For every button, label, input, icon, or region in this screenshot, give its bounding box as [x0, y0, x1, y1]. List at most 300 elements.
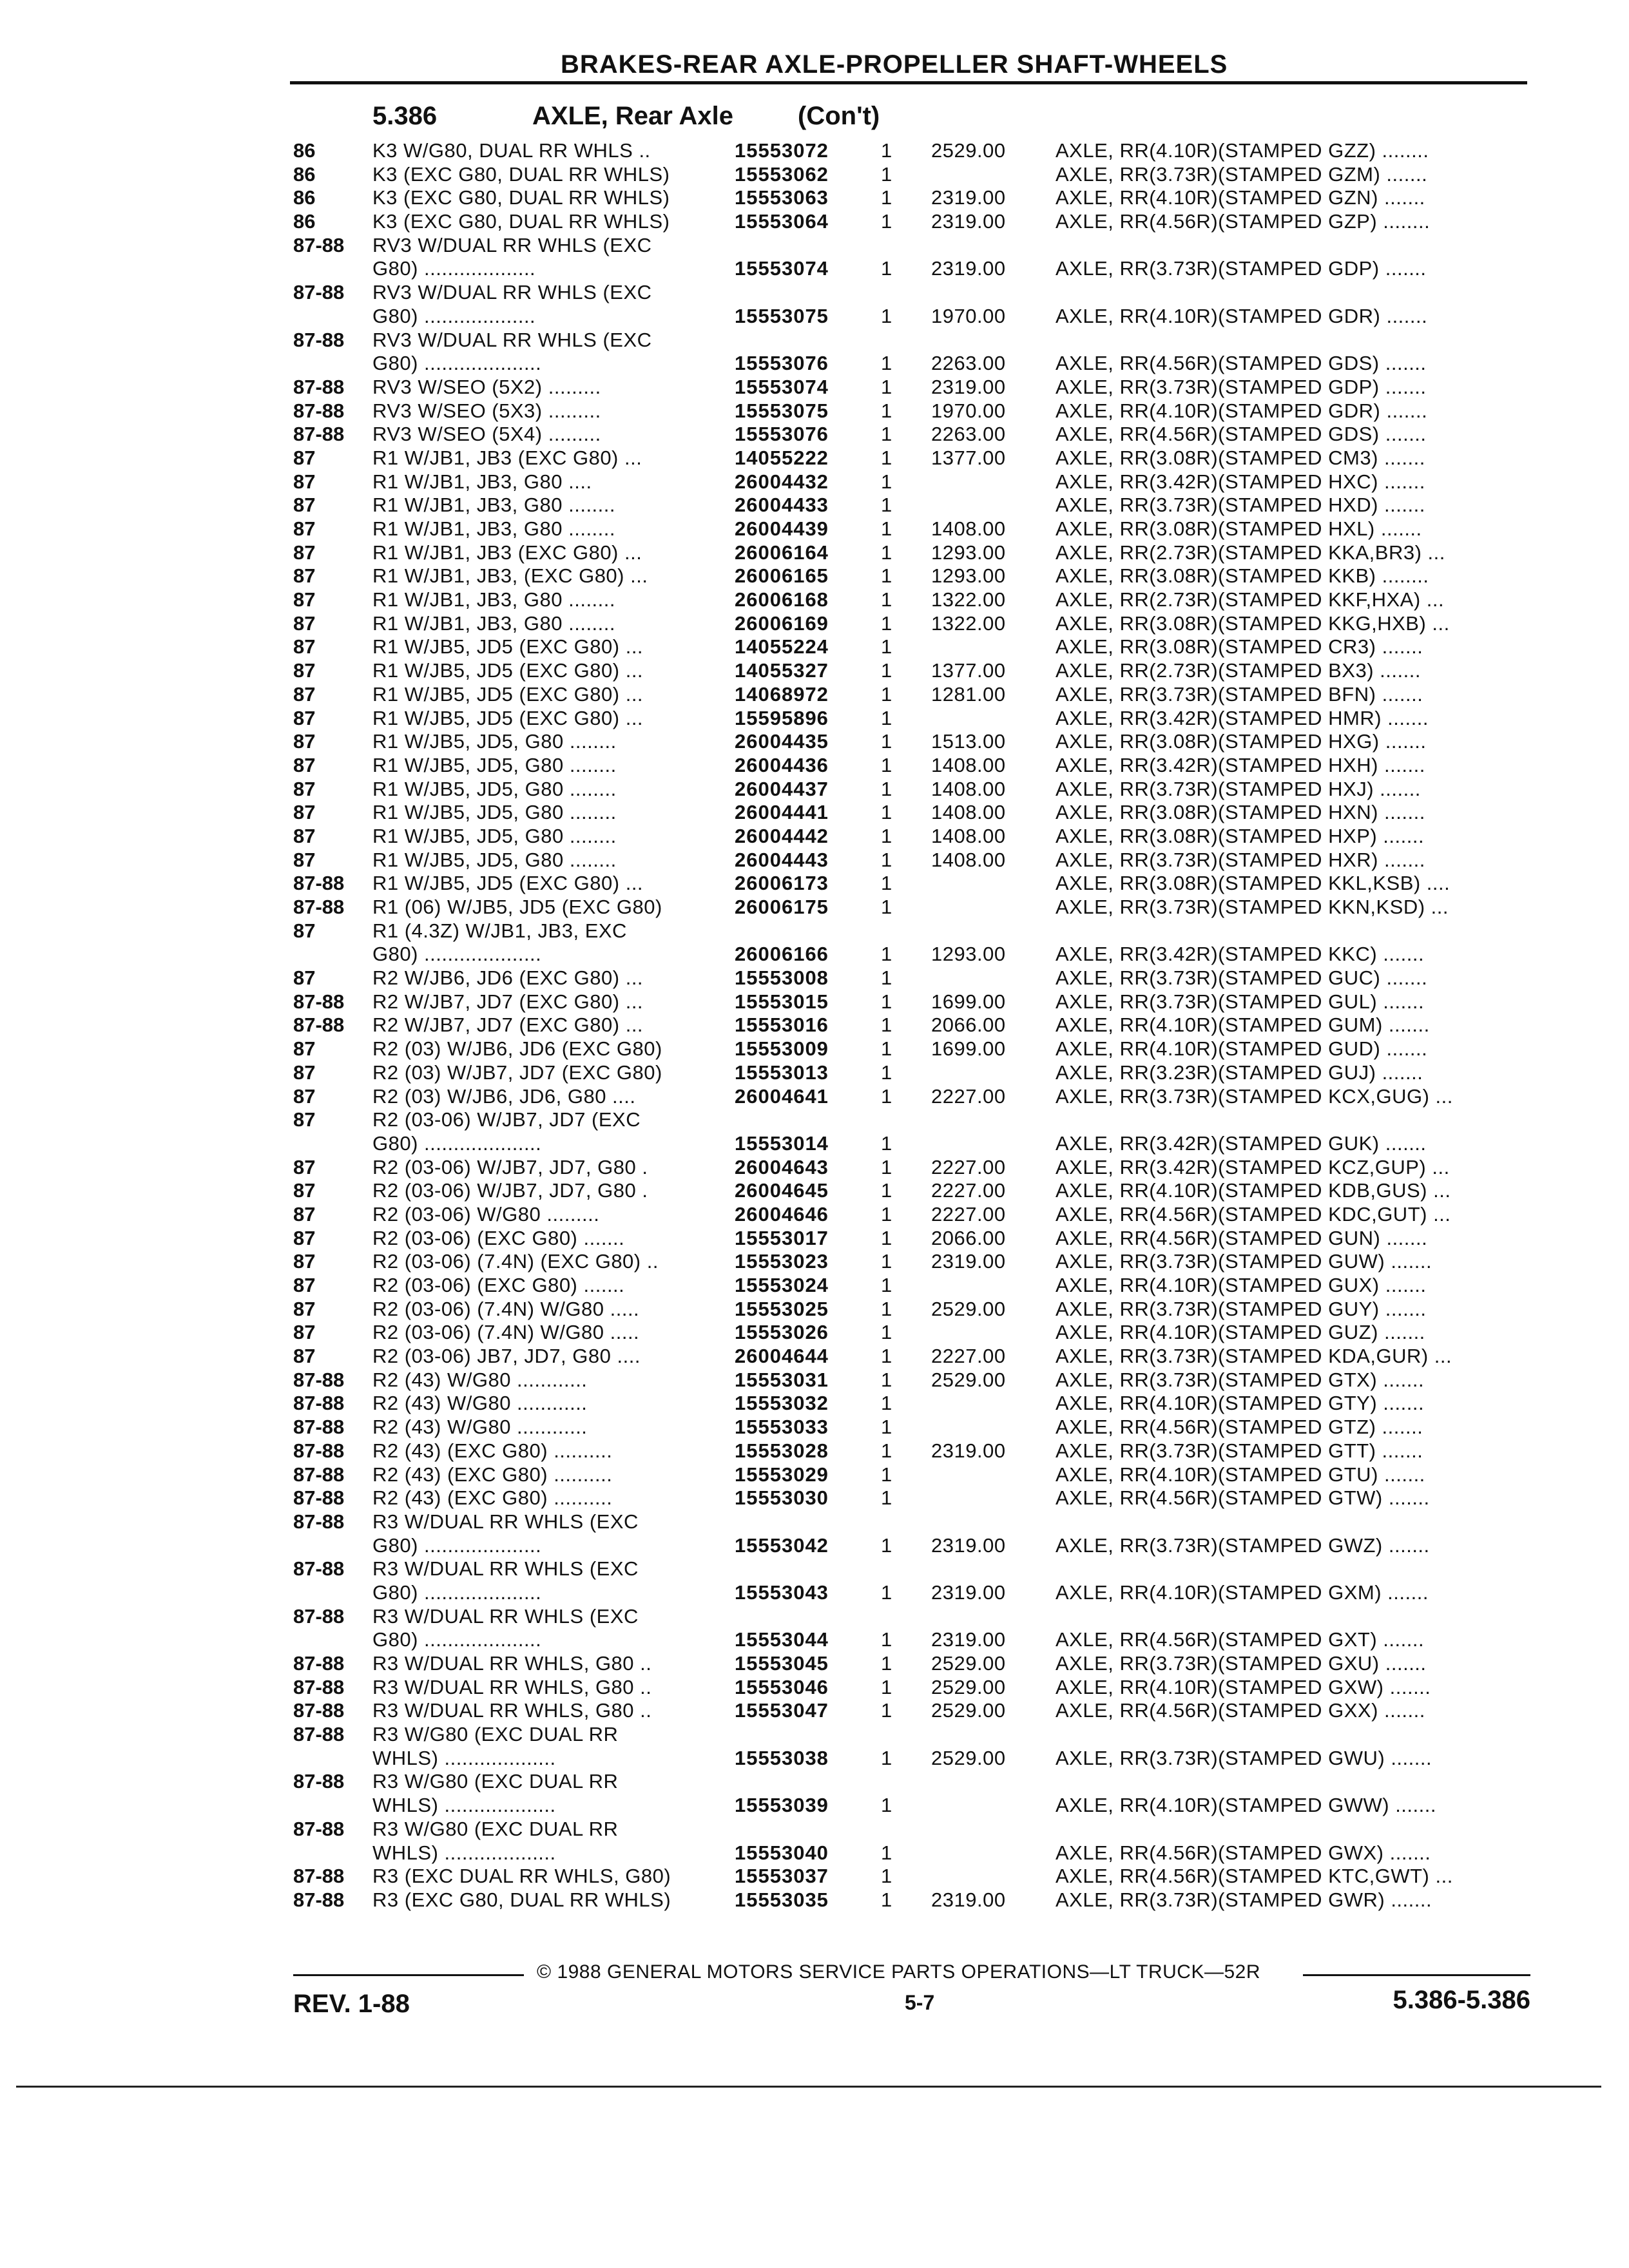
page-bottom-rule: [16, 2086, 1601, 2088]
description: AXLE, RR(3.73R)(STAMPED GUC) .......: [1055, 966, 1428, 990]
price: 2529.00: [931, 1699, 1006, 1722]
parts-row: [293, 990, 1530, 1014]
part-number: 26004437: [735, 777, 829, 800]
application: WHLS) ...................: [372, 1794, 556, 1817]
part-number: 15553075: [735, 304, 829, 327]
description: AXLE, RR(4.10R)(STAMPED GXM) .......: [1055, 1581, 1429, 1604]
model-year: 86: [293, 139, 316, 162]
description: AXLE, RR(4.10R)(STAMPED GUM) .......: [1055, 1014, 1430, 1037]
parts-row: [293, 1794, 1530, 1818]
quantity: 1: [881, 186, 892, 209]
quantity: 1: [881, 896, 892, 918]
description: AXLE, RR(4.56R)(STAMPED GDS) .......: [1055, 352, 1427, 375]
parts-row: [293, 707, 1530, 731]
application: R1 W/JB1, JB3 (EXC G80) ...: [372, 446, 642, 469]
application: WHLS) ...................: [372, 1746, 556, 1769]
description: AXLE, RR(3.73R)(STAMPED HXD) .......: [1055, 494, 1425, 517]
price: 2319.00: [931, 210, 1006, 233]
application: G80) ....................: [372, 1581, 542, 1604]
parts-row: [293, 801, 1530, 825]
part-number: 26004644: [735, 1345, 829, 1368]
description: AXLE, RR(4.56R)(STAMPED GTW) .......: [1055, 1486, 1430, 1510]
application: R2 (43) (EXC G80) ..........: [372, 1463, 613, 1486]
parts-row: [293, 210, 1530, 234]
parts-row: [293, 1369, 1530, 1392]
quantity: 1: [881, 1061, 892, 1084]
quantity: 1: [881, 1652, 892, 1675]
quantity: 1: [881, 635, 892, 658]
parts-row: [293, 1888, 1530, 1912]
model-year: 86: [293, 210, 316, 233]
application: R1 (06) W/JB5, JD5 (EXC G80): [372, 896, 662, 918]
quantity: 1: [881, 1533, 892, 1557]
parts-row: [293, 1841, 1530, 1865]
parts-row: [293, 329, 1530, 352]
part-number: 15553064: [735, 210, 829, 233]
application: R2 (03-06) JB7, JD7, G80 ....: [372, 1345, 641, 1368]
page-title: BRAKES-REAR AXLE-PROPELLER SHAFT-WHEELS: [561, 50, 1228, 79]
price: 1293.00: [931, 541, 1006, 564]
part-number: 26006173: [735, 872, 829, 895]
description: AXLE, RR(3.08R)(STAMPED HXG) .......: [1055, 730, 1427, 753]
application: R2 (43) W/G80 ............: [372, 1392, 588, 1415]
description: AXLE, RR(4.10R)(STAMPED KDB,GUS) ...: [1055, 1179, 1451, 1202]
quantity: 1: [881, 1250, 892, 1273]
description: AXLE, RR(4.56R)(STAMPED GXX) .......: [1055, 1699, 1425, 1722]
application: R1 W/JB5, JD5, G80 ........: [372, 801, 617, 824]
model-year: 87-88: [293, 1368, 345, 1391]
application: R3 W/DUAL RR WHLS, G80 ..: [372, 1699, 652, 1722]
quantity: 1: [881, 753, 892, 776]
quantity: 1: [881, 588, 892, 611]
description: AXLE, RR(3.73R)(STAMPED GUW) .......: [1055, 1250, 1432, 1273]
model-year: 87: [293, 1321, 316, 1344]
quantity: 1: [881, 1037, 892, 1061]
quantity: 1: [881, 423, 892, 446]
quantity: 1: [881, 943, 892, 966]
description: AXLE, RR(3.73R)(STAMPED GTX) .......: [1055, 1368, 1425, 1391]
page-header: [290, 23, 1527, 84]
part-number: 15553047: [735, 1699, 829, 1722]
application: R3 (EXC G80, DUAL RR WHLS): [372, 1888, 671, 1911]
application: R1 W/JB1, JB3, G80 ........: [372, 517, 616, 540]
parts-row: [293, 849, 1530, 872]
description: AXLE, RR(3.42R)(STAMPED KCZ,GUP) ...: [1055, 1155, 1450, 1178]
description: AXLE, RR(3.08R)(STAMPED KKG,HXB) ...: [1055, 611, 1450, 635]
quantity: 1: [881, 848, 892, 871]
price: 2227.00: [931, 1345, 1006, 1368]
quantity: 1: [881, 730, 892, 753]
part-number: 26004442: [735, 824, 829, 847]
model-year: 87: [293, 1155, 316, 1178]
parts-row: [293, 281, 1530, 305]
description: AXLE, RR(4.10R)(STAMPED GTY) .......: [1055, 1392, 1425, 1415]
price: 2319.00: [931, 1581, 1006, 1604]
price: 1322.00: [931, 588, 1006, 611]
parts-row: [293, 494, 1530, 517]
part-number: 15553023: [735, 1250, 829, 1273]
part-number: 15553025: [735, 1297, 829, 1320]
application: R1 W/JB1, JB3, G80 ....: [372, 470, 592, 493]
parts-row: [293, 423, 1530, 447]
parts-row: [293, 778, 1530, 802]
parts-row: [293, 1557, 1530, 1581]
model-year: 87: [293, 446, 316, 469]
application: R3 (EXC DUAL RR WHLS, G80): [372, 1865, 671, 1888]
description: AXLE, RR(3.73R)(STAMPED GZM) .......: [1055, 162, 1428, 186]
parts-row: [293, 352, 1530, 376]
description: AXLE, RR(2.73R)(STAMPED KKF,HXA) ...: [1055, 588, 1445, 611]
part-number: 26006165: [735, 564, 829, 588]
description: AXLE, RR(3.73R)(STAMPED BFN) .......: [1055, 682, 1423, 706]
quantity: 1: [881, 517, 892, 540]
quantity: 1: [881, 564, 892, 588]
part-number: 15553032: [735, 1392, 829, 1415]
parts-row: [293, 517, 1530, 541]
model-year: 87: [293, 1250, 316, 1273]
quantity: 1: [881, 1368, 892, 1391]
price: 1322.00: [931, 611, 1006, 635]
part-number: 26006168: [735, 588, 829, 611]
parts-row: [293, 1132, 1530, 1156]
application: R2 (03-06) W/JB7, JD7, G80 .: [372, 1179, 648, 1202]
parts-row: [293, 1203, 1530, 1227]
application: G80) ....................: [372, 943, 542, 966]
quantity: 1: [881, 139, 892, 162]
quantity: 1: [881, 1226, 892, 1249]
model-year: 87: [293, 564, 316, 588]
model-year: 87-88: [293, 990, 345, 1013]
application: R3 W/G80 (EXC DUAL RR: [372, 1770, 619, 1793]
part-number: 15553046: [735, 1675, 829, 1698]
description: AXLE, RR(4.56R)(STAMPED KTC,GWT) ...: [1055, 1865, 1453, 1888]
parts-row: [293, 447, 1530, 470]
parts-row: [293, 1416, 1530, 1439]
parts-row: [293, 1486, 1530, 1510]
application: R3 W/DUAL RR WHLS, G80 ..: [372, 1652, 652, 1675]
description: AXLE, RR(3.23R)(STAMPED GUJ) .......: [1055, 1061, 1423, 1084]
application: R1 W/JB1, JB3, G80 ........: [372, 494, 616, 517]
application: R1 W/JB5, JD5 (EXC G80) ...: [372, 682, 644, 706]
model-year: 87: [293, 1179, 316, 1202]
description: AXLE, RR(3.42R)(STAMPED GUK) .......: [1055, 1131, 1427, 1155]
part-number: 15553029: [735, 1463, 829, 1486]
part-number: 15553026: [735, 1321, 829, 1344]
price: 2319.00: [931, 1888, 1006, 1911]
part-number: 15553035: [735, 1888, 829, 1911]
parts-row: [293, 399, 1530, 423]
quantity: 1: [881, 872, 892, 895]
parts-row: [293, 1818, 1530, 1841]
application: R2 (03-06) (EXC G80) .......: [372, 1274, 625, 1296]
parts-row: [293, 1156, 1530, 1180]
part-number: 15553045: [735, 1652, 829, 1675]
parts-row: [293, 588, 1530, 612]
price: 2066.00: [931, 1014, 1006, 1037]
parts-row: [293, 635, 1530, 659]
price: 1408.00: [931, 517, 1006, 540]
quantity: 1: [881, 257, 892, 280]
application: R2 (43) W/G80 ............: [372, 1416, 588, 1439]
price: 2529.00: [931, 1368, 1006, 1391]
parts-row: [293, 541, 1530, 565]
application: K3 (EXC G80, DUAL RR WHLS): [372, 210, 670, 233]
model-year: 87-88: [293, 1770, 345, 1793]
parts-row: [293, 376, 1530, 399]
part-number: 26004432: [735, 470, 829, 493]
application: RV3 W/DUAL RR WHLS (EXC: [372, 281, 652, 304]
description: AXLE, RR(3.08R)(STAMPED KKL,KSB) ....: [1055, 872, 1451, 895]
parts-row: [293, 1179, 1530, 1203]
model-year: 87-88: [293, 375, 345, 398]
parts-row: [293, 564, 1530, 588]
model-year: 87: [293, 635, 316, 658]
description: AXLE, RR(3.73R)(STAMPED GDP) .......: [1055, 257, 1427, 280]
quantity: 1: [881, 1131, 892, 1155]
application: R1 W/JB5, JD5 (EXC G80) ...: [372, 706, 644, 729]
part-number: 15553076: [735, 352, 829, 375]
application: RV3 W/SEO (5X2) .........: [372, 375, 601, 398]
model-year: 87-88: [293, 1416, 345, 1439]
part-number: 15553043: [735, 1581, 829, 1604]
model-year: 87: [293, 824, 316, 847]
price: 1408.00: [931, 801, 1006, 824]
parts-row: [293, 1037, 1530, 1061]
section-number: 5.386: [372, 102, 438, 130]
part-number: 15553017: [735, 1226, 829, 1249]
part-number: 26006175: [735, 896, 829, 918]
quantity: 1: [881, 1392, 892, 1415]
parts-row: [293, 1723, 1530, 1747]
application: G80) ....................: [372, 1628, 542, 1651]
price: 2263.00: [931, 423, 1006, 446]
description: AXLE, RR(4.10R)(STAMPED GZN) .......: [1055, 186, 1425, 209]
application: RV3 W/DUAL RR WHLS (EXC: [372, 233, 652, 256]
application: R2 (03-06) (7.4N) (EXC G80) ..: [372, 1250, 659, 1273]
price: 1408.00: [931, 777, 1006, 800]
model-year: 87-88: [293, 1723, 345, 1746]
application: R1 (4.3Z) W/JB1, JB3, EXC: [372, 919, 627, 942]
model-year: 87: [293, 1274, 316, 1296]
model-year: 87-88: [293, 1888, 345, 1911]
description: AXLE, RR(3.73R)(STAMPED KCX,GUG) ...: [1055, 1084, 1453, 1108]
description: AXLE, RR(3.08R)(STAMPED CM3) .......: [1055, 446, 1425, 469]
model-year: 87-88: [293, 1486, 345, 1510]
parts-row: [293, 1392, 1530, 1416]
quantity: 1: [881, 990, 892, 1013]
parts-row: [293, 896, 1530, 919]
description: AXLE, RR(4.56R)(STAMPED GUN) .......: [1055, 1226, 1428, 1249]
part-number: 26004646: [735, 1202, 829, 1225]
parts-row: [293, 872, 1530, 896]
part-number: 14055327: [735, 659, 829, 682]
parts-row: [293, 1510, 1530, 1534]
quantity: 1: [881, 210, 892, 233]
part-number: 26006164: [735, 541, 829, 564]
part-number: 26004641: [735, 1084, 829, 1108]
price: 2319.00: [931, 257, 1006, 280]
application: WHLS) ...................: [372, 1841, 556, 1864]
application: G80) ....................: [372, 1533, 542, 1557]
parts-row: [293, 1747, 1530, 1771]
description: AXLE, RR(3.42R)(STAMPED HMR) .......: [1055, 706, 1429, 729]
quantity: 1: [881, 659, 892, 682]
price: 2319.00: [931, 375, 1006, 398]
parts-row: [293, 234, 1530, 258]
part-number: 15553015: [735, 990, 829, 1013]
application: RV3 W/DUAL RR WHLS (EXC: [372, 328, 652, 351]
description: AXLE, RR(3.73R)(STAMPED KDA,GUR) ...: [1055, 1345, 1452, 1368]
parts-row: [293, 1770, 1530, 1794]
application: R1 W/JB1, JB3 (EXC G80) ...: [372, 541, 642, 564]
application: R3 W/DUAL RR WHLS (EXC: [372, 1604, 639, 1628]
model-year: 87: [293, 730, 316, 753]
part-number: 15553009: [735, 1037, 829, 1061]
description: AXLE, RR(4.56R)(STAMPED GWX) .......: [1055, 1841, 1431, 1864]
application: R1 W/JB5, JD5 (EXC G80) ...: [372, 659, 644, 682]
description: AXLE, RR(4.10R)(STAMPED GXW) .......: [1055, 1675, 1431, 1698]
quantity: 1: [881, 1581, 892, 1604]
model-year: 86: [293, 186, 316, 209]
part-number: 26004439: [735, 517, 829, 540]
application: R2 (03-06) W/JB7, JD7 (EXC: [372, 1108, 641, 1131]
part-number: 15553033: [735, 1416, 829, 1439]
description: AXLE, RR(3.08R)(STAMPED HXL) .......: [1055, 517, 1422, 540]
quantity: 1: [881, 1202, 892, 1225]
part-number: 15553016: [735, 1014, 829, 1037]
footer-rule-left: [293, 1974, 524, 1976]
description: AXLE, RR(3.42R)(STAMPED KKC) .......: [1055, 943, 1425, 966]
part-number: 14068972: [735, 682, 829, 706]
parts-row: [293, 1628, 1530, 1652]
price: 2319.00: [931, 1439, 1006, 1462]
description: AXLE, RR(4.10R)(STAMPED GDR) .......: [1055, 304, 1428, 327]
part-number: 26004645: [735, 1179, 829, 1202]
parts-row: [293, 683, 1530, 707]
quantity: 1: [881, 1155, 892, 1178]
parts-row: [293, 1865, 1530, 1888]
quantity: 1: [881, 494, 892, 517]
part-number: 15553076: [735, 423, 829, 446]
model-year: 87-88: [293, 1510, 345, 1533]
application: R3 W/DUAL RR WHLS (EXC: [372, 1510, 639, 1533]
quantity: 1: [881, 966, 892, 990]
description: AXLE, RR(3.73R)(STAMPED GUL) .......: [1055, 990, 1425, 1013]
model-year: 87: [293, 966, 316, 990]
part-number: 15553075: [735, 399, 829, 422]
model-year: 87: [293, 753, 316, 776]
price: 2529.00: [931, 139, 1006, 162]
description: AXLE, RR(3.42R)(STAMPED HXH) .......: [1055, 753, 1425, 776]
part-number: 15553037: [735, 1865, 829, 1888]
model-year: 87: [293, 801, 316, 824]
part-number: 14055224: [735, 635, 829, 658]
parts-row: [293, 730, 1530, 754]
part-number: 15553044: [735, 1628, 829, 1651]
part-number: 26004433: [735, 494, 829, 517]
price: 2319.00: [931, 1628, 1006, 1651]
description: AXLE, RR(3.73R)(STAMPED KKN,KSD) ...: [1055, 896, 1449, 918]
part-number: 15553028: [735, 1439, 829, 1462]
application: R2 W/JB7, JD7 (EXC G80) ...: [372, 990, 644, 1013]
application: R2 (03) W/JB6, JD6, G80 ....: [372, 1084, 636, 1108]
price: 2319.00: [931, 186, 1006, 209]
parts-row: [293, 1676, 1530, 1700]
part-number: 15553013: [735, 1061, 829, 1084]
quantity: 1: [881, 446, 892, 469]
revision-label: REV. 1-88: [293, 1990, 410, 2018]
parts-row: [293, 1652, 1530, 1676]
parts-row: [293, 825, 1530, 849]
application: R1 W/JB1, JB3, G80 ........: [372, 588, 616, 611]
parts-row: [293, 1463, 1530, 1487]
parts-row: [293, 966, 1530, 990]
quantity: 1: [881, 1865, 892, 1888]
quantity: 1: [881, 1179, 892, 1202]
description: AXLE, RR(3.08R)(STAMPED HXN) .......: [1055, 801, 1425, 824]
application: R1 W/JB5, JD5, G80 ........: [372, 848, 617, 871]
price: 2227.00: [931, 1202, 1006, 1225]
application: R2 (43) W/G80 ............: [372, 1368, 588, 1391]
parts-row: [293, 1534, 1530, 1558]
price: 1293.00: [931, 943, 1006, 966]
price: 1699.00: [931, 990, 1006, 1013]
quantity: 1: [881, 162, 892, 186]
description: AXLE, RR(2.73R)(STAMPED KKA,BR3) ...: [1055, 541, 1445, 564]
application: R1 W/JB5, JD5 (EXC G80) ...: [372, 872, 644, 895]
description: AXLE, RR(3.73R)(STAMPED GWZ) .......: [1055, 1533, 1430, 1557]
application: K3 W/G80, DUAL RR WHLS ..: [372, 139, 651, 162]
section-continued-label: (Con't): [798, 102, 880, 130]
application: R3 W/G80 (EXC DUAL RR: [372, 1817, 619, 1840]
description: AXLE, RR(3.08R)(STAMPED HXP) .......: [1055, 824, 1425, 847]
model-year: 87: [293, 611, 316, 635]
model-year: 87: [293, 777, 316, 800]
description: AXLE, RR(4.56R)(STAMPED GZP) ........: [1055, 210, 1431, 233]
application: R1 W/JB5, JD5 (EXC G80) ...: [372, 635, 644, 658]
model-year: 87-88: [293, 233, 345, 256]
price: 1293.00: [931, 564, 1006, 588]
model-year: 86: [293, 162, 316, 186]
part-number: 15553024: [735, 1274, 829, 1296]
price: 2227.00: [931, 1179, 1006, 1202]
quantity: 1: [881, 1014, 892, 1037]
description: AXLE, RR(4.10R)(STAMPED GZZ) ........: [1055, 139, 1429, 162]
part-number: 26004643: [735, 1155, 829, 1178]
application: R2 (43) (EXC G80) ..........: [372, 1486, 613, 1510]
description: AXLE, RR(3.73R)(STAMPED GUY) .......: [1055, 1297, 1427, 1320]
model-year: 87: [293, 1345, 316, 1368]
model-year: 87: [293, 1226, 316, 1249]
quantity: 1: [881, 1274, 892, 1296]
description: AXLE, RR(4.56R)(STAMPED GTZ) .......: [1055, 1416, 1423, 1439]
price: 1408.00: [931, 848, 1006, 871]
model-year: 87: [293, 517, 316, 540]
quantity: 1: [881, 1888, 892, 1911]
parts-row: [293, 305, 1530, 329]
quantity: 1: [881, 1699, 892, 1722]
price: 1970.00: [931, 304, 1006, 327]
description: AXLE, RR(3.73R)(STAMPED GXU) .......: [1055, 1652, 1427, 1675]
model-year: 87-88: [293, 1652, 345, 1675]
application: R1 W/JB5, JD5, G80 ........: [372, 753, 617, 776]
parts-row: [293, 163, 1530, 187]
application: R1 W/JB1, JB3, G80 ........: [372, 611, 616, 635]
part-number: 26006169: [735, 611, 829, 635]
part-number: 15553040: [735, 1841, 829, 1864]
model-year: 87-88: [293, 328, 345, 351]
quantity: 1: [881, 541, 892, 564]
